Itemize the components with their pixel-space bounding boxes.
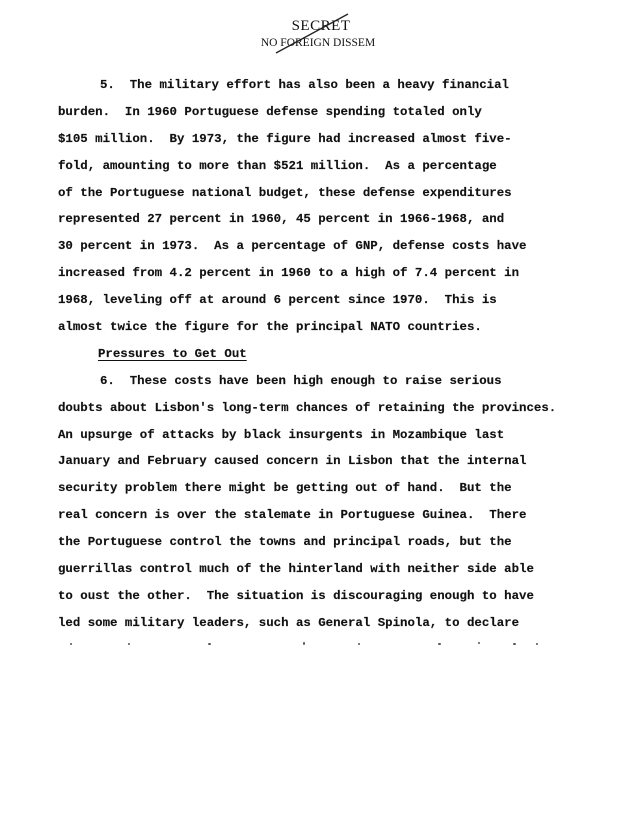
p5-line: 5. The military effort has also been a heavy financial bbox=[100, 78, 509, 92]
p5-line: 30 percent in 1973. As a percentage of GNP, defense costs have bbox=[58, 239, 527, 254]
p5-line: almost twice the figure for the principal NATO countries. bbox=[58, 320, 482, 335]
p6-line: doubts about Lisbon's long-term chances of retaining the provinces. bbox=[58, 400, 557, 415]
p5-line: represented 27 percent in 1960, 45 percent in 1966-1968, and bbox=[58, 212, 505, 227]
redaction-strike-mark bbox=[268, 12, 269, 13]
p5-line: burden. In 1960 Portuguese defense spending totaled only bbox=[58, 104, 482, 119]
p5-line: increased from 4.2 percent in 1960 to a high of 7.4 percent in bbox=[58, 266, 520, 281]
classification-marking: SECRET bbox=[291, 18, 351, 34]
dissemination-control: NO FOREIGN DISSEM bbox=[260, 37, 376, 49]
p5-line: of the Portuguese national budget, these defense expenditures bbox=[58, 185, 512, 200]
strike-line-icon bbox=[268, 12, 358, 57]
p6-line: real concern is over the stalemate in Portuguese Guinea. There bbox=[58, 508, 527, 523]
p5-line: $105 million. By 1973, the figure had increased almost five- bbox=[58, 131, 512, 146]
p6-line: January and February caused concern in Lisbon that the internal bbox=[58, 454, 527, 469]
p5-line: fold, amounting to more than $521 million. As a percentage bbox=[58, 158, 497, 173]
p6-line: guerrillas control much of the hinterland with neither side able bbox=[58, 562, 534, 577]
p5-line: 1968, leveling off at around 6 percent since 1970. This is bbox=[58, 293, 497, 308]
section-heading: Pressures to Get Out bbox=[98, 346, 247, 361]
p6-line: led some military leaders, such as General Spinola, to declare bbox=[58, 615, 520, 630]
cut-off-text-fragment bbox=[58, 640, 558, 648]
p6-line: An upsurge of attacks by black insurgents in Mozambique last bbox=[58, 427, 505, 442]
document-body bbox=[58, 72, 628, 637]
section-heading-row bbox=[58, 341, 628, 368]
p6-line: the Portuguese control the towns and principal roads, but the bbox=[58, 535, 512, 550]
p6-line: 6. These costs have been high enough to raise serious bbox=[100, 373, 502, 388]
p6-line: security problem there might be getting out of hand. But the bbox=[58, 481, 512, 496]
p6-line: to oust the other. The situation is discouraging enough to have bbox=[58, 588, 534, 603]
